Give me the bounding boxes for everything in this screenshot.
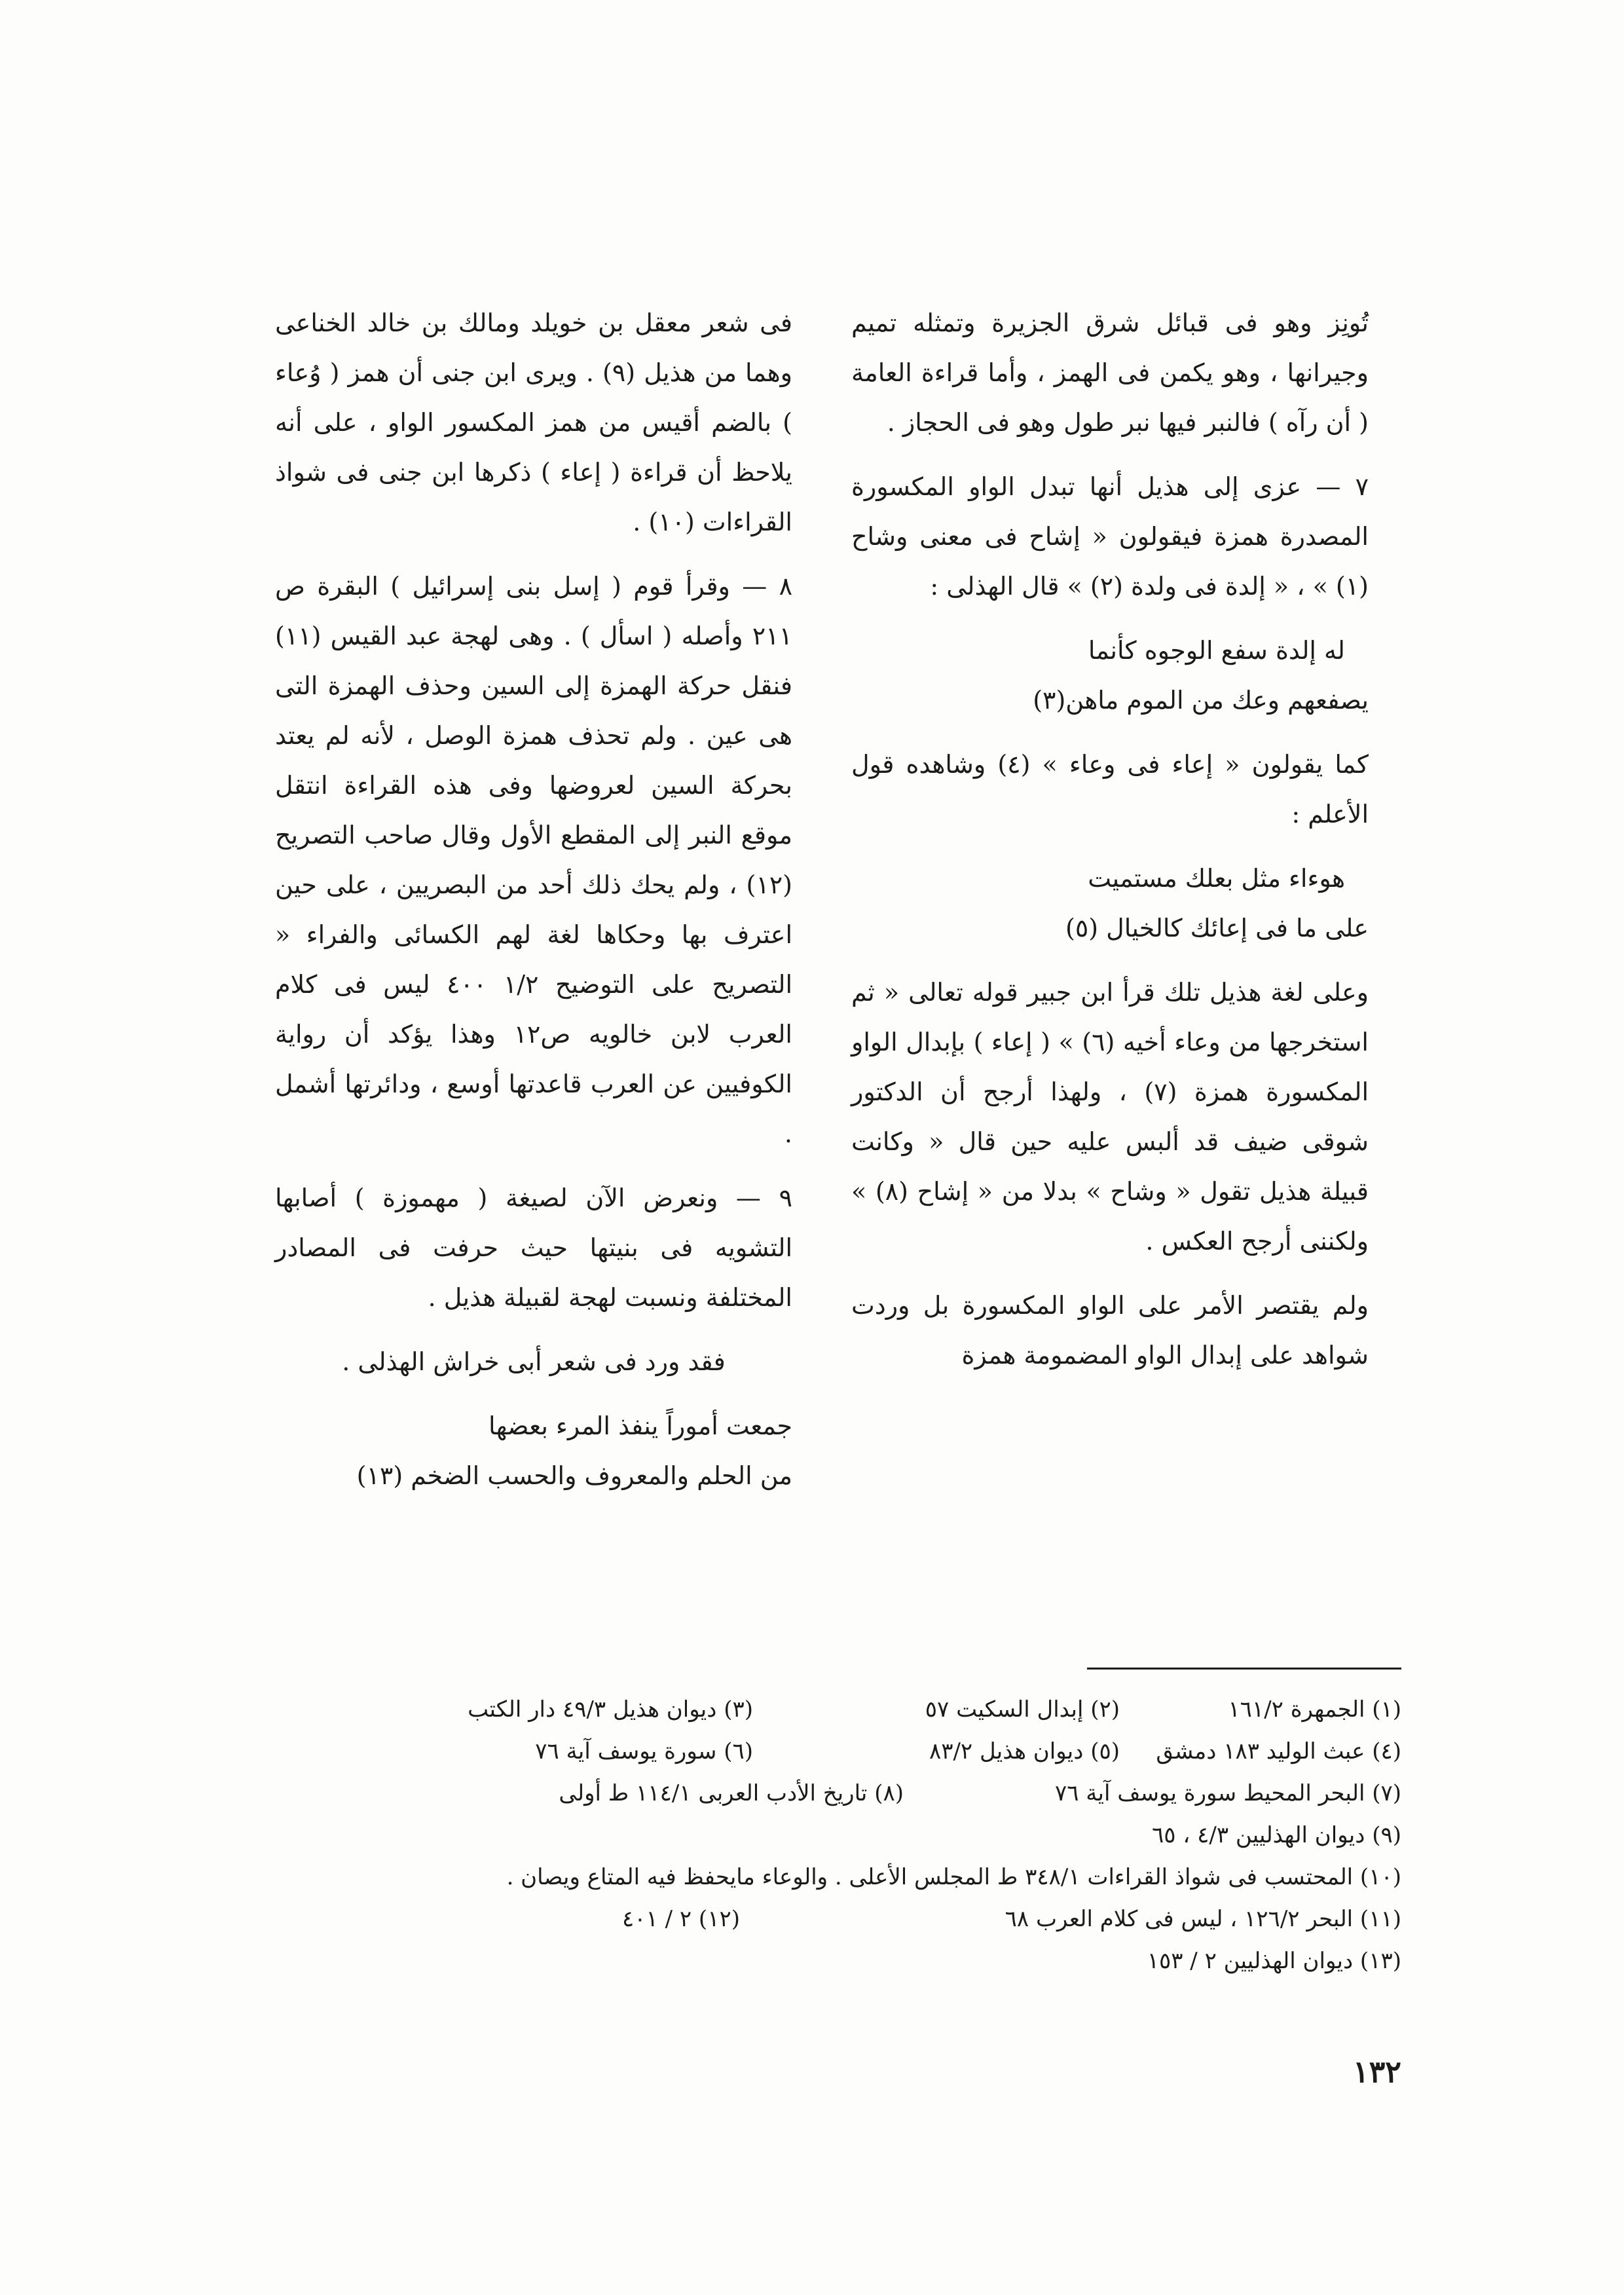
footnote-row <box>275 1814 1401 1856</box>
footnote-9: (٩) ديوان الهذليين ٤/٣ ، ٦٥ <box>1152 1822 1401 1848</box>
footnote-10: (١٠) المحتسب فى شواذ القراءات ٣٤٨/١ ط المجلس الأعلى . والوعاء مايحفظ فيه المتاع ويصان . <box>506 1864 1401 1890</box>
footnote-5: (٥) ديوان هذيل ٨٣/٢ <box>929 1738 1120 1764</box>
paragraph: تُونِز وهو فى قبائل شرق الجزيرة وتمثله تميم وجيرانها ، وهو يكمن فى الهمز ، وأما قراءة العامة ( أن رآه ) فالنبر فيها نبر طول وهو فى الحجاز . <box>851 308 1369 437</box>
paragraph: ٨ — وقرأ قوم ( إسل بنى إسرائيل ) البقرة ص ٢١١ وأصله ( اسأل ) . وهى لهجة عبد القيس (١١) فنقل حركة الهمزة إلى السين وحذف الهمزة التى هى عين . ولم تحذف همزة الوصل ، لأنه لم يعتد بحركة السين لعروضها وفى هذه القراءة انتقل موقع النبر إلى المقطع الأول وقال صاحب التصريح (١٢) ، ولم يحك ذلك أحد من البصريين ، على حين اعترف بها وحكاها لغة لهم الكسائى والفراء « التصريح على التوضيح ١/٢ ٤٠٠ ليس فى كلام العرب لابن خالويه ص١٢ وهذا يؤكد أن رواية الكوفيين عن العرب قاعدتها أوسع ، ودائرتها أشمل . <box>275 572 792 1148</box>
footnote-12: (١٢) ٢ / ٤٠١ <box>621 1906 740 1932</box>
page-number: ١٣٢ <box>1352 2054 1401 2089</box>
footnote-3: (٣) ديوان هذيل ٤٩/٣ دار الكتب <box>468 1696 753 1723</box>
paragraph: ٧ — عزى إلى هذيل أنها تبدل الواو المكسورة المصدرة همزة فيقولون « إشاح فى معنى وشاح (١) » ، « إلدة فى ولدة (٢) » قال الهذلى : <box>851 472 1369 601</box>
footnote-8: (٨) تاريخ الأدب العربى ١١٤/١ ط أولى <box>559 1780 904 1806</box>
footnote-row <box>275 1730 1401 1772</box>
paragraph: وعلى لغة هذيل تلك قرأ ابن جبير قوله تعالى « ثم استخرجها من وعاء أخيه (٦) » ( إعاء ) بإبدال الواو المكسورة همزة (٧) ، ولهذا أرجح أن الدكتور شوقى ضيف قد ألبس عليه حين قال « وكانت قبيلة هذيل تقول « وشاح » بدلا من « إشاح (٨) » ولكننى أرجح العكس . <box>851 978 1369 1256</box>
footnote-2: (٢) إبدال السكيت ٥٧ <box>925 1696 1120 1723</box>
footnote-7: (٧) البحر المحيط سورة يوسف آية ٧٦ <box>1054 1780 1401 1806</box>
verse-line: هوءاء مثل بعلك مستميت <box>1088 864 1345 893</box>
paragraph: ٩ — ونعرض الآن لصيغة ( مهموزة ) أصابها التشويه فى بنيتها حيث حرفت فى المصادر المختلفة ونسبت لهجة لقبيلة هذيل . <box>275 1184 792 1312</box>
verse-line: يصفعهم وعك من الموم ماهن(٣) <box>1033 686 1369 715</box>
footnote-row <box>275 1772 1401 1814</box>
footnote-divider <box>1087 1668 1401 1670</box>
paragraph: كما يقولون « إعاء فى وعاء » (٤) وشاهده قول الأعلم : <box>851 750 1369 829</box>
footnote-6: (٦) سورة يوسف آية ٧٦ <box>535 1738 753 1764</box>
verse-line: من الحلم والمعروف والحسب الضخم (١٣) <box>356 1461 792 1490</box>
paragraph: ولم يقتصر الأمر على الواو المكسورة بل وردت شواهد على إبدال الواو المضمومة همزة <box>851 1291 1369 1370</box>
footnote-4: (٤) عبث الوليد ١٨٣ دمشق <box>1156 1738 1401 1764</box>
paragraph: فقد ورد فى شعر أبى خراش الهذلى . <box>342 1347 726 1376</box>
footnotes <box>275 1689 1401 1982</box>
verse-line: له إلدة سفع الوجوه كأنما <box>1088 636 1345 665</box>
footnote-13: (١٣) ديوان الهذليين ٢ / ١٥٣ <box>1147 1948 1401 1974</box>
footnote-row <box>275 1689 1401 1730</box>
footnote-11: (١١) البحر ١٢٦/٢ ، ليس فى كلام العرب ٦٨ <box>1005 1906 1401 1932</box>
paragraph: فى شعر معقل بن خويلد ومالك بن خالد الخناعى وهما من هذيل (٩) . ويرى ابن جنى أن همز ( وُعاء ) بالضم أقيس من همز المكسور الواو ، على أنه يلاحظ أن قراءة ( إعاء ) ذكرها ابن جنى فى شواذ القراءات (١٠) . <box>275 308 792 536</box>
left-column <box>275 298 792 1501</box>
verse-line: جمعت أموراً ينفذ المرء بعضها <box>489 1411 792 1440</box>
right-column <box>851 298 1369 1380</box>
footnote-row <box>275 1898 1401 1940</box>
footnote-1: (١) الجمهرة ١٦١/٢ <box>1228 1696 1401 1723</box>
footnote-row <box>275 1856 1401 1898</box>
footnote-row <box>275 1940 1401 1982</box>
verse-line: على ما فى إعائك كالخيال (٥) <box>1065 914 1369 942</box>
